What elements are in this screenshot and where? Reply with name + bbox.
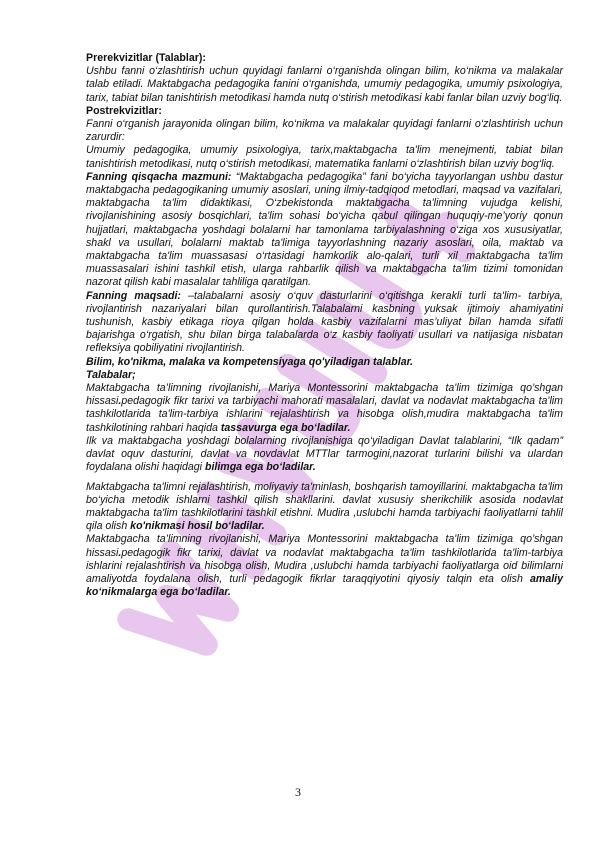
- goal-paragraph: [86, 290, 563, 356]
- students-heading: Talabalar;: [86, 368, 136, 381]
- p1-text: Maktabgacha ta’limning rivojlanishi, Mariya Montessorini maktabgacha ta'lim tizimiga qo’shgan hissasi: [86, 382, 563, 408]
- summary-label: Fanning qisqacha mazmuni:: [86, 170, 232, 183]
- requirements-heading: Bilim, ko'nikma, malaka va kompetensiyaga qo'yiladigan talablar.: [86, 355, 414, 368]
- page-number: 3: [295, 785, 301, 799]
- document-body: [86, 52, 563, 599]
- postrequisites-text-2: Umumiy pedagogika, umumiy psixologiya, tarix,maktabgacha ta'lim menejmenti, tabiat bilan tanishtirish metodikasi, nutq o‘stirish metodikasi, matematika fanlarni o‘zlashtirish bilan uzviy bog‘liq.: [86, 144, 563, 170]
- p3-text: Maktabgacha ta'limni rejalashtirish, moliyaviy ta'minlash, boshqarish tamoyillarini. maktabgacha ta'lim bo‘yicha metodik ishlarni tashkil qilish shakllarini. davlat xususiy sherikchilik asosida nodavlat maktabgacha ta'lim tashkilotlarini tashkil etishni. Mudira ,uslubchi hamda tarbiyachi faoliyatlarni tahlil qila olish: [86, 480, 563, 533]
- p1-bold: tassavurga ega bo‘ladilar.: [220, 421, 351, 434]
- prerequisites-text: Ushbu fanni o‘zlashtirish uchun quyidagi fanlarni o‘rganishda olingan bilim, ko‘nikma va malakalar talab etiladi. Maktabgacha pedagogika fanini o‘rganishda, umumiy pedagogika, umumiy psixologiya, tarix, tabiat bilan tanishtirish metodikasi hamda nutq o‘stirish metodikasi kabi fanlar bilan uzviy bog‘liq.: [86, 65, 563, 104]
- p4-bold: amaliy ko‘nikmalarga ega bo‘ladilar.: [86, 572, 563, 599]
- summary-text: “Maktabgacha pedagogika” fani bo‘yicha tayyorlangan ushbu dastur maktabgacha pedagogikaning umumiy asoslari, uning ilmiy-tadqiqod metodlari, maqsad va vazifalari, maktabgacha ta'lim didaktikasi, O‘zbekistonda maktabgacha ta'limning vujudga kelishi, rivojlanishining asosiy bosqichlari, ta'lim sohasi bo‘yicha qabul qilingan huquqiy-me’yoriy qonun hujjatlari, maktabgacha yoshdagi bolalarni har tamonlama tarbiyalashning o‘ziga xos xususiyatlar, shakl va usullari, bolalarni maktab ta'limiga tayyorlashning nazariy asoslari, oila, maktab va maktabgacha ta'lim muassasasi o‘rtasidagi hamkorlik alo-qalari, turli xil maktabgacha ta'lim muassasalari ishini tashkil etish, ularga rahbarlik qilish va maktabgacha ta'lim tizimi tomonidan nazorat qilish kabi masalalar tahliliga qaratilgan.: [86, 170, 563, 289]
- p3-bold: ko'nikmasi hosil bo‘ladilar.: [130, 520, 265, 533]
- requirements-paragraph-2: [86, 435, 563, 475]
- p4-text-2: pedagogik fikr tarixi, davlat va nodavlat maktabgacha ta'lim tashkilotlarida ta'lim-tarbiya ishlarini rejalashtirish va hisobga olish, Mudira ,uslubchi hamda tarbiyachi faoliyatlarga oid bilimlarni amaliyotda foydalana olish, turli pedagogik fikrlar taraqqiyotini qiyosiy talqin eta olish: [86, 546, 563, 585]
- prerequisites-heading: Prerekvizitlar (Talablar):: [86, 52, 206, 64]
- goal-text: –talabalarni asosiy o‘quv dasturlarini o‘qitishga kerakli turli ta'lim- tarbiya, rivojlantirish nazariyalari bilan qurollantirish.Talabalarni kasbning yuksak ijtimoiy ahamiyatini tushunish, kasbiy etikaga rioya qilgan holda kasbiy vazifalarni mas’uliyat bilan hamda sifatli bajarishga o‘rgatish, shu bilan birga talabalarda o‘z kasbiy faoliyati usullari va natijasiga nisbatan refleksiya qobiliyatini rivojlantirish.: [86, 289, 563, 355]
- requirements-paragraph-4: [86, 533, 563, 599]
- goal-label: Fanning maqsadi:: [86, 289, 181, 302]
- summary-paragraph: [86, 171, 563, 290]
- postrequisites-text-1: Fanni o‘rganish jarayonida olingan bilim, ko‘nikma va malakalar quyidagi fanlarni o‘zlashtirish uchun zarurdir:: [86, 118, 563, 144]
- postrequisites-heading: Postrekvizitlar:: [86, 104, 162, 117]
- p1-text-2: pedagogik fikr tarixi va tarbiyachi mahorati masalalari, davlat va nodavlat maktabgacha ta'lim tashkilotlarida ta'lim-tarbiya ishlarini rejalashtirish va hisobga olish,mudira maktabgacha ta'lim tashkilotining rahbari haqida: [86, 395, 563, 434]
- requirements-paragraph-1: [86, 382, 563, 435]
- requirements-paragraph-3: [86, 481, 563, 534]
- p2-bold: bilimga ega bo‘ladilar.: [204, 461, 316, 474]
- p2-text: Ilk va maktabgacha yoshdagi bolalarning rivojlanishiga qo‘yiladigan Davlat talablarini, “Ilk qadam” davlat oquv dasturini, davlat va novdavlat MTTlar tarmogini,nazorat turlarini bilishi va ulardan foydalana olishi haqidagi: [86, 434, 563, 474]
- p4-separator: .: [118, 546, 122, 559]
- p4-text: Maktabgacha ta’limning rivojlanishi, Mariya Montessorini maktabgacha ta'lim tizimiga qo’shgan hissasi: [86, 533, 563, 559]
- p1-separator: .: [118, 395, 122, 408]
